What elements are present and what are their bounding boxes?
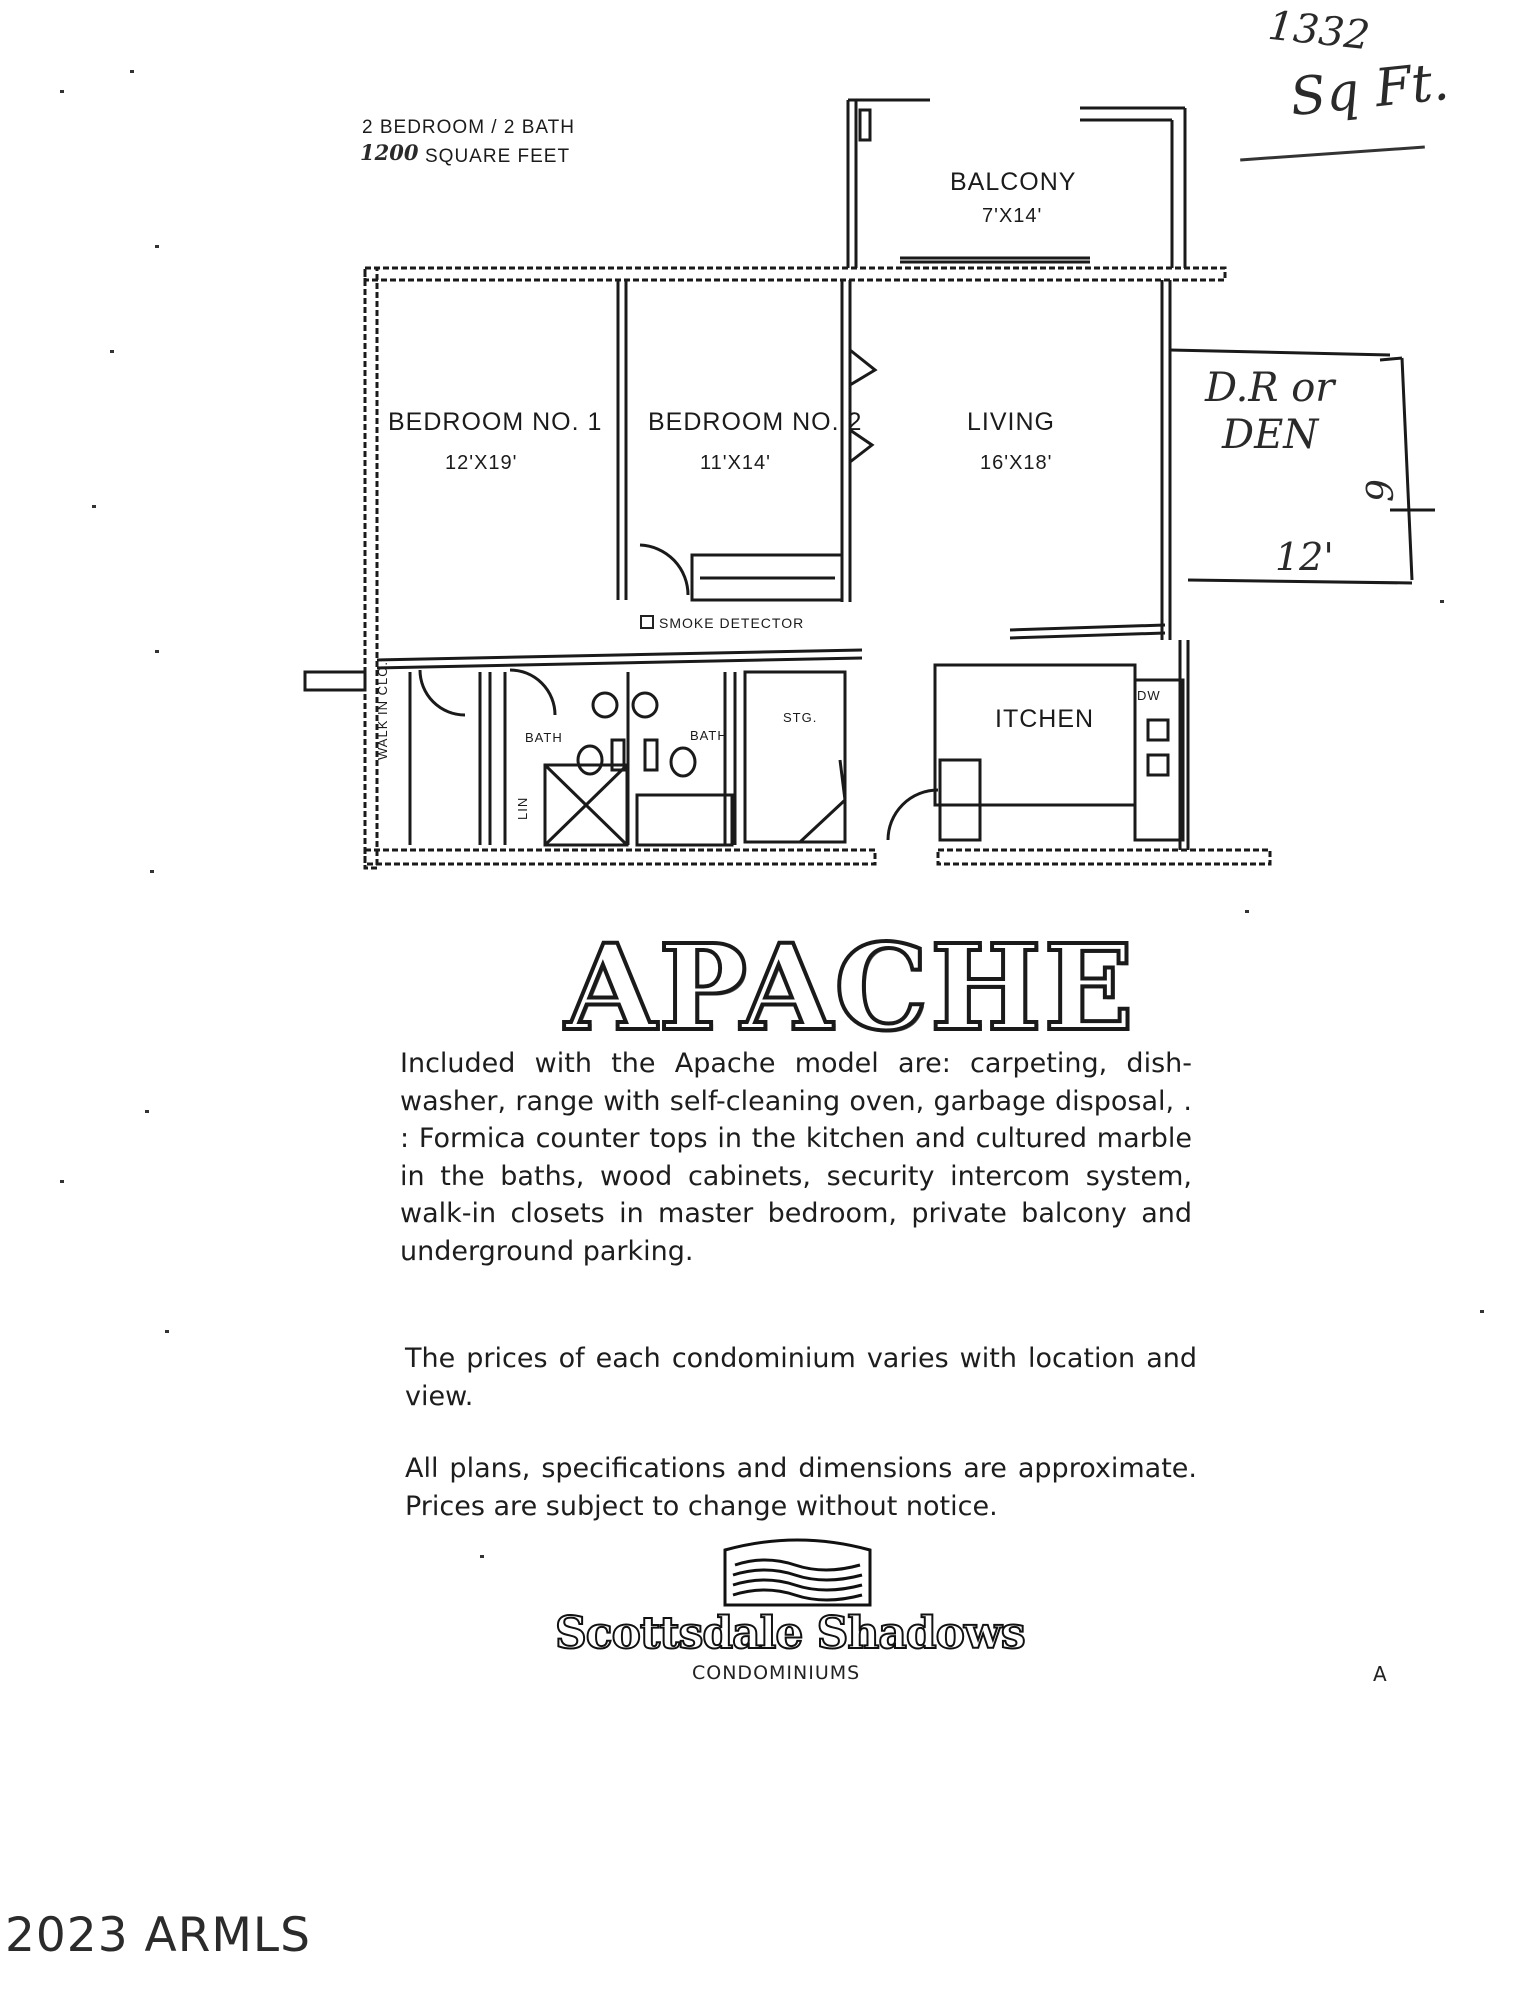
scan-speck bbox=[155, 245, 159, 248]
handwritten-square-feet-overwrite: 1200 bbox=[360, 140, 419, 165]
pricing-paragraph: The prices of each condominium varies with location and view. bbox=[405, 1343, 1197, 1412]
bedroom2-dimensions: 11'X14' bbox=[700, 452, 771, 474]
scan-speck bbox=[1245, 910, 1249, 913]
floor-plan bbox=[0, 0, 1525, 900]
scan-speck bbox=[150, 870, 154, 873]
scan-speck bbox=[1440, 600, 1444, 603]
scan-speck bbox=[480, 1555, 484, 1558]
model-title: APACHE bbox=[565, 918, 1136, 1057]
scan-speck bbox=[155, 650, 159, 653]
smoke-detector-label bbox=[640, 615, 804, 631]
scan-speck bbox=[165, 1330, 169, 1333]
handwritten-den-line1: D.R or bbox=[1205, 365, 1335, 411]
storage-label: STG. bbox=[783, 710, 818, 725]
plan-header-line1: 2 BEDROOM / 2 BATH bbox=[362, 117, 575, 138]
bedroom1-label: BEDROOM NO. 1 bbox=[388, 408, 603, 436]
handwritten-sqft-number: 1332 bbox=[1265, 2, 1372, 60]
dishwasher-label: DW bbox=[1137, 688, 1161, 703]
logo-emblem-icon bbox=[715, 1535, 880, 1610]
bath1-label: BATH bbox=[525, 730, 563, 745]
scan-speck bbox=[145, 1110, 149, 1113]
logo-emblem bbox=[715, 1535, 880, 1610]
scan-speck bbox=[60, 90, 64, 93]
scan-speck bbox=[1480, 1310, 1484, 1313]
bedroom2-label: BEDROOM NO. 2 bbox=[648, 408, 863, 436]
handwritten-den-depth: 9 bbox=[1360, 479, 1402, 502]
features-paragraph: Included with the Apache model are: carpeting, dish-washer, range with self-cleaning oven, garbage disposal, . : Formica counter tops in the kitchen and cultured marble in the baths, wood cabinets, security intercom system, walk-in closets in master bedroom, private balcony and underground parking. bbox=[400, 1048, 1192, 1267]
logo-name: Scottsdale Shadows bbox=[555, 1608, 1025, 1659]
copyright-watermark: 2023 ARMLS bbox=[5, 1908, 311, 1963]
scan-speck bbox=[110, 350, 114, 353]
living-dimensions: 16'X18' bbox=[980, 452, 1053, 474]
handwritten-sqft-unit: Sq Ft. bbox=[1287, 51, 1452, 129]
handwritten-den-line2: DEN bbox=[1222, 412, 1319, 458]
balcony-label: BALCONY bbox=[950, 168, 1077, 196]
kitchen-label: ITCHEN bbox=[995, 705, 1095, 733]
smoke-detector-text: SMOKE DETECTOR bbox=[659, 615, 805, 631]
corner-mark: A bbox=[1373, 1662, 1387, 1686]
scan-speck bbox=[92, 505, 96, 508]
living-label: LIVING bbox=[967, 408, 1055, 436]
bedroom1-dimensions: 12'X19' bbox=[445, 452, 518, 474]
bath2-label: BATH bbox=[690, 728, 728, 743]
scan-speck bbox=[60, 1180, 64, 1183]
plan-header-line2: SQUARE FEET bbox=[425, 146, 571, 167]
smoke-detector-icon bbox=[640, 615, 654, 629]
logo-subtitle: CONDOMINIUMS bbox=[692, 1662, 861, 1684]
balcony-dimensions: 7'X14' bbox=[982, 205, 1043, 227]
handwritten-den-width: 12' bbox=[1275, 535, 1334, 579]
walkin-closet-label: WALK IN CLO. bbox=[375, 661, 390, 760]
linen-label: LIN bbox=[515, 796, 530, 820]
scan-speck bbox=[130, 70, 134, 73]
disclaimer-paragraph: All plans, specifications and dimensions are approximate. Prices are subject to change without notice. bbox=[405, 1453, 1197, 1522]
